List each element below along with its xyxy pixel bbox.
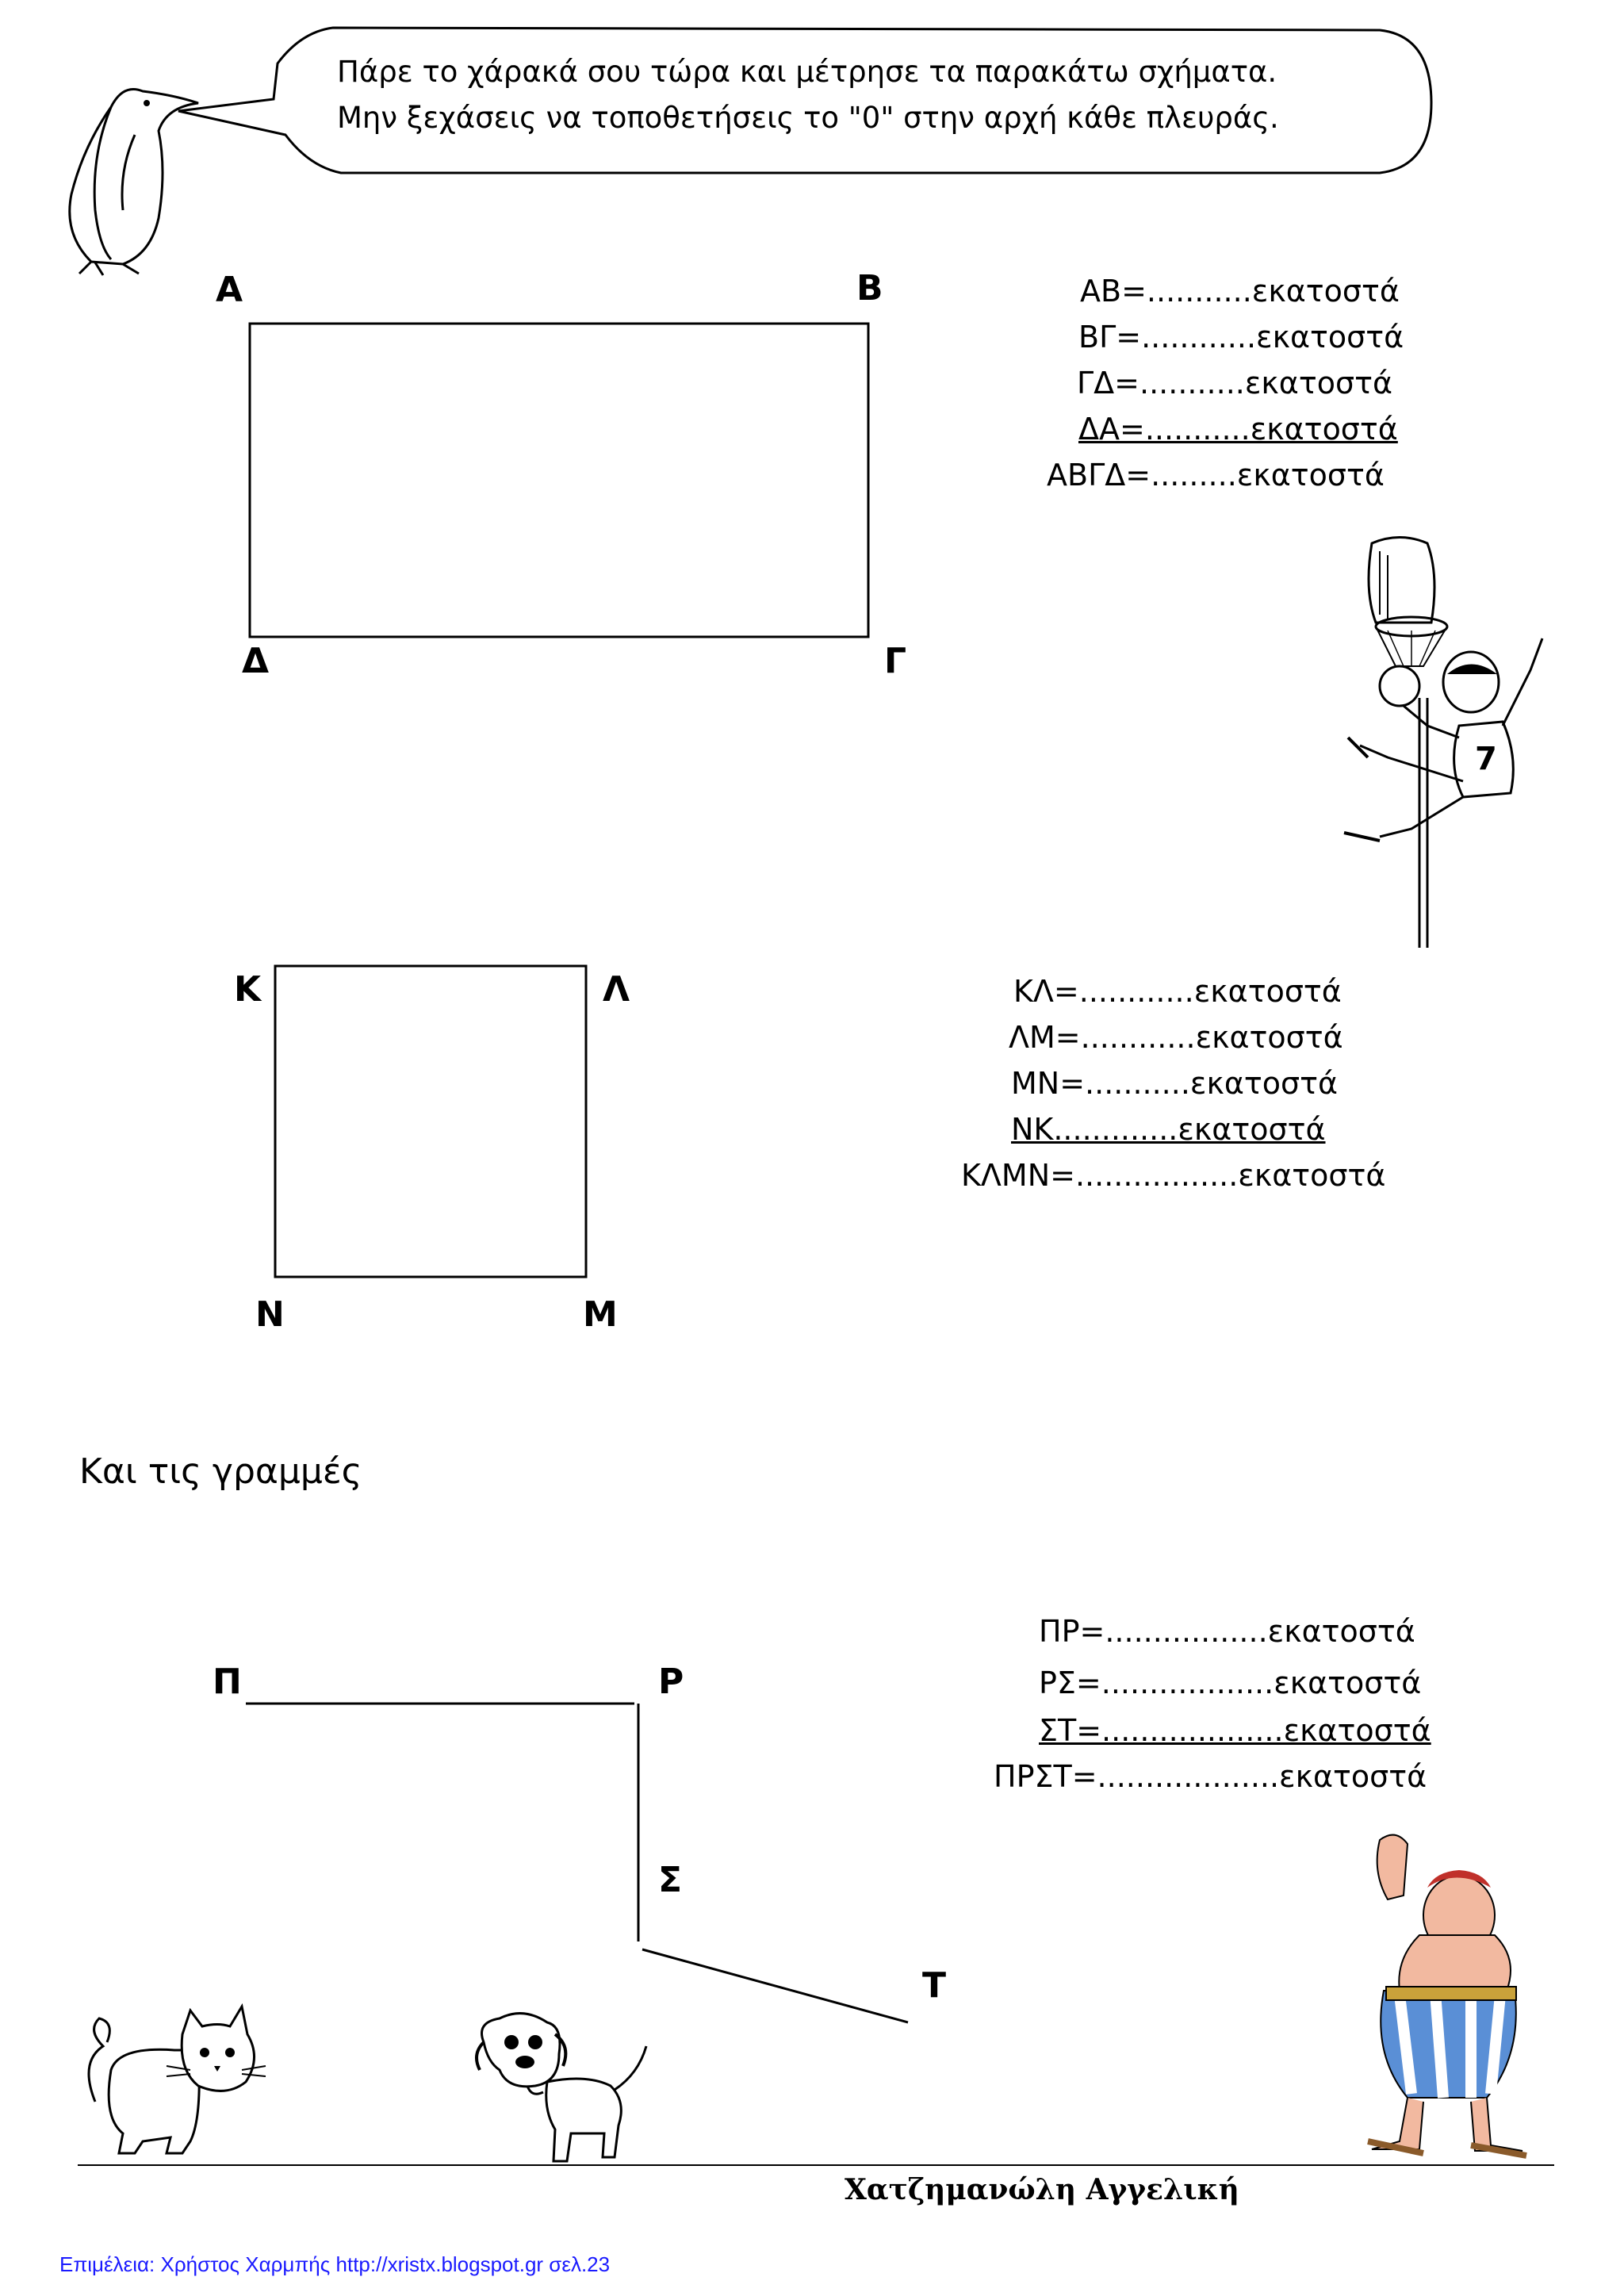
measurement-ab: ΑΒ=...........εκατοστά [1080,274,1400,309]
measurement-lm: ΛΜ=............εκατοστά [1009,1020,1343,1055]
measurement-kl: ΚΛ=............εκατοστά [1013,974,1342,1009]
measurement-bg: ΒΓ=............εκατοστά [1078,320,1404,355]
footer-credit: Επιμέλεια: Χρήστος Χαρμπής http://xristx.blogspot.gr σελ.23 [59,2252,611,2276]
measurement-pr: ΠΡ=.................εκατοστά [1039,1614,1415,1649]
polyline-label-r: Ρ [658,1662,684,1702]
measurement-rs: ΡΣ=..................εκατοστά [1039,1665,1422,1700]
rectangle-label-d: Δ [242,641,270,681]
author-name: Χατζημανώλη Αγγελική [845,2173,1239,2206]
lines-heading: Και τις γραμμές [79,1451,362,1492]
measurement-mn: ΜΝ=...........εκατοστά [1011,1066,1339,1101]
polyline-label-s: Σ [658,1860,683,1900]
polyline-label-p: Π [213,1662,242,1702]
measurement-nk: ΝΚ.............εκατοστά [1011,1112,1326,1147]
svg-text:7: 7 [1475,741,1497,777]
square-label-k: Κ [234,969,262,1010]
instruction-line-2: Μην ξεχάσεις να τοποθετήσεις το "0" στην αρχή κάθε πλευράς. [337,101,1279,135]
measurement-gd: ΓΔ=...........εκατοστά [1077,366,1392,401]
rectangle-label-g: Γ [884,641,907,681]
measurement-st: ΣΤ=...................εκατοστά [1039,1713,1431,1748]
instruction-line-1: Πάρε το χάρακά σου τώρα και μέτρησε τα παρακάτω σχήματα. [337,55,1277,89]
polyline-label-t: Τ [922,1965,947,2006]
measurement-abgd: ΑΒΓΔ=.........εκατοστά [1047,458,1385,493]
rectangle-label-a: Α [216,270,243,310]
rectangle-label-b: Β [856,268,883,309]
square-label-n: Ν [255,1294,285,1335]
measurement-klmn: ΚΛΜΝ=.................εκατοστά [961,1158,1386,1193]
square-label-m: Μ [583,1294,618,1335]
measurement-prst: ΠΡΣΤ=...................εκατοστά [994,1759,1427,1794]
square-label-l: Λ [603,969,630,1010]
measurement-da: ΔΑ=...........εκατοστά [1078,412,1398,447]
